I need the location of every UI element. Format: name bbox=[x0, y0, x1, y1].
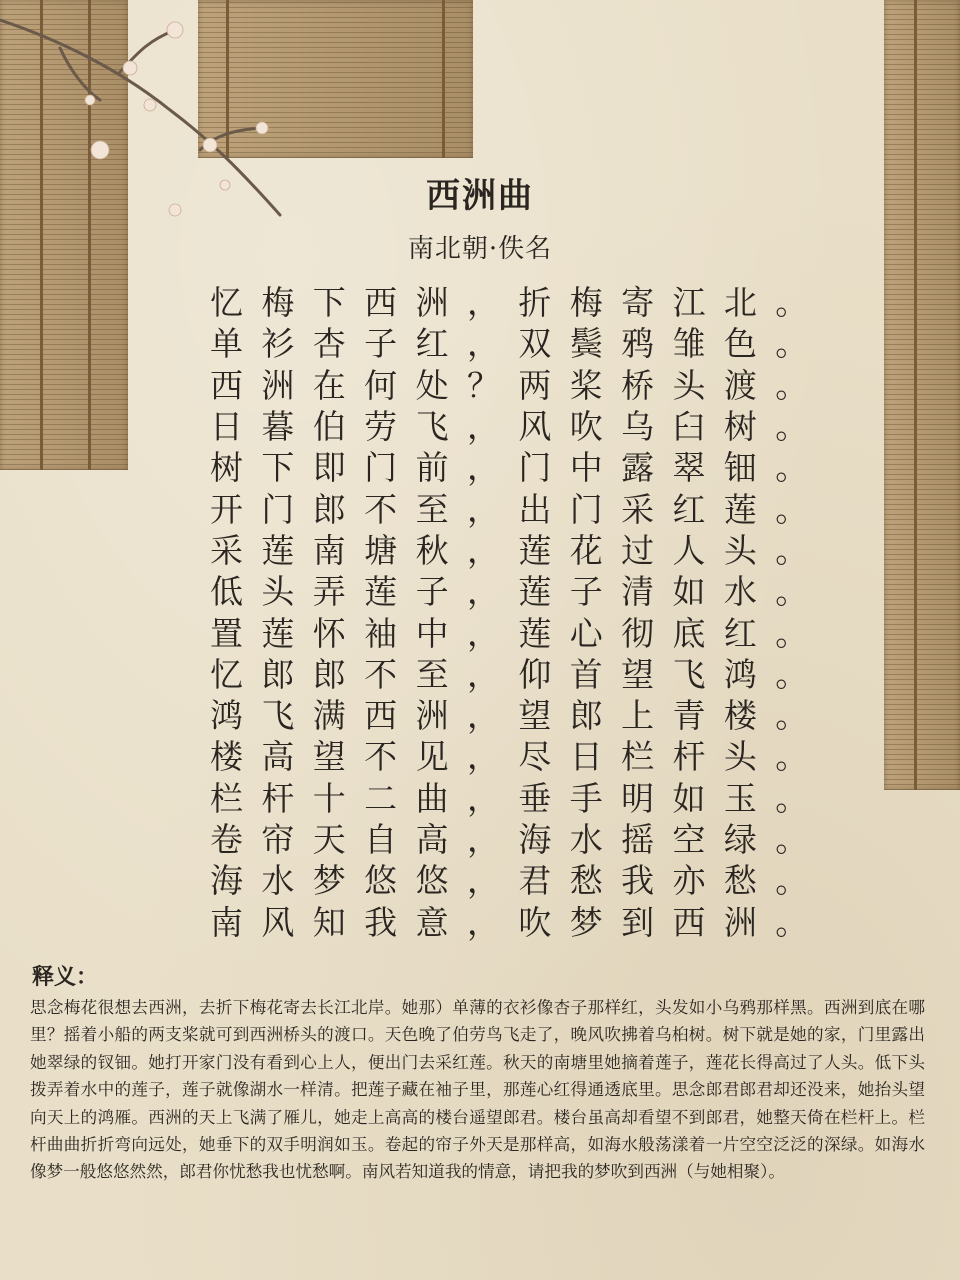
poem-line: 楼 高 望 不 见 ， 尽 日 栏 杆 头 。 bbox=[210, 737, 809, 777]
blind-rope bbox=[442, 0, 445, 158]
explanation-text: 思念梅花很想去西洲，去折下梅花寄去长江北岸。她那）单薄的衣衫像杏子那样红，头发如小乌鸦那样黑。西洲到底在哪里？摇着小船的两支桨就可到西洲桥头的渡口。天色晚了伯劳鸟飞走了，晚风吹拂着乌桕树。树下就是她的家，门里露出她翠绿的钗钿。她打开家门没有看到心上人，便出门去采红莲。秋天的南塘里她摘着莲子，莲花长得高过了人头。低下头拨弄着水中的莲子，莲子就像湖水一样清。把莲子藏在袖子里，那莲心红得通透底里。思念郎君郎君却还没来，她抬头望向天上的鸿雁。西洲的天上飞满了雁儿，她走上高高的楼台遥望郎君。楼台虽高却看望不到郎君，她整天倚在栏杆上。栏杆曲曲折折弯向远处，她垂下的双手明润如玉。卷起的帘子外天是那样高，如海水般荡漾着一片空空泛泛的深绿。如海水像梦一般悠悠然然，郎君你忧愁我也忧愁啊。南风若知道我的情意，请把我的梦吹到西洲（与她相聚）。 bbox=[30, 998, 925, 1182]
poem-line: 忆 郎 郎 不 至 ， 仰 首 望 飞 鸿 。 bbox=[210, 654, 809, 694]
poem-line: 单 衫 杏 子 红 ， 双 鬓 鸦 雏 色 。 bbox=[210, 324, 809, 364]
poem-line: 日 暮 伯 劳 飞 ， 风 吹 乌 臼 树 。 bbox=[210, 407, 809, 447]
poem-line: 低 头 弄 莲 子 ， 莲 子 清 如 水 。 bbox=[210, 572, 809, 612]
poem-line: 开 门 郎 不 至 ， 出 门 采 红 莲 。 bbox=[210, 489, 809, 529]
poem-author: 南北朝·佚名 bbox=[407, 234, 553, 264]
poem-line: 忆 梅 下 西 洲 ， 折 梅 寄 江 北 。 bbox=[210, 283, 809, 323]
poem-line: 海 水 梦 悠 悠 ， 君 愁 我 亦 愁 。 bbox=[210, 861, 809, 901]
bamboo-blind-right bbox=[884, 0, 960, 790]
poem-line: 鸿 飞 满 西 洲 ， 望 郎 上 青 楼 。 bbox=[210, 696, 809, 736]
poem-body bbox=[210, 280, 830, 941]
poem-line: 树 下 即 门 前 ， 门 中 露 翠 钿 。 bbox=[210, 448, 809, 488]
poem-line: 栏 杆 十 二 曲 ， 垂 手 明 如 玉 。 bbox=[210, 778, 809, 818]
poem-line: 置 莲 怀 袖 中 ， 莲 心 彻 底 红 。 bbox=[210, 613, 809, 653]
poem-line: 南 风 知 我 意 ， 吹 梦 到 西 洲 。 bbox=[210, 902, 809, 942]
poem-title: 西洲曲 bbox=[426, 176, 534, 216]
poem-line: 卷 帘 天 自 高 ， 海 水 摇 空 绿 。 bbox=[210, 820, 809, 860]
explanation-label: 释义： bbox=[32, 964, 99, 990]
blind-rope bbox=[914, 0, 917, 790]
poem-line: 西 洲 在 何 处 ？ 两 桨 桥 头 渡 。 bbox=[210, 365, 809, 405]
poem-line: 采 莲 南 塘 秋 ， 莲 花 过 人 头 。 bbox=[210, 530, 809, 570]
